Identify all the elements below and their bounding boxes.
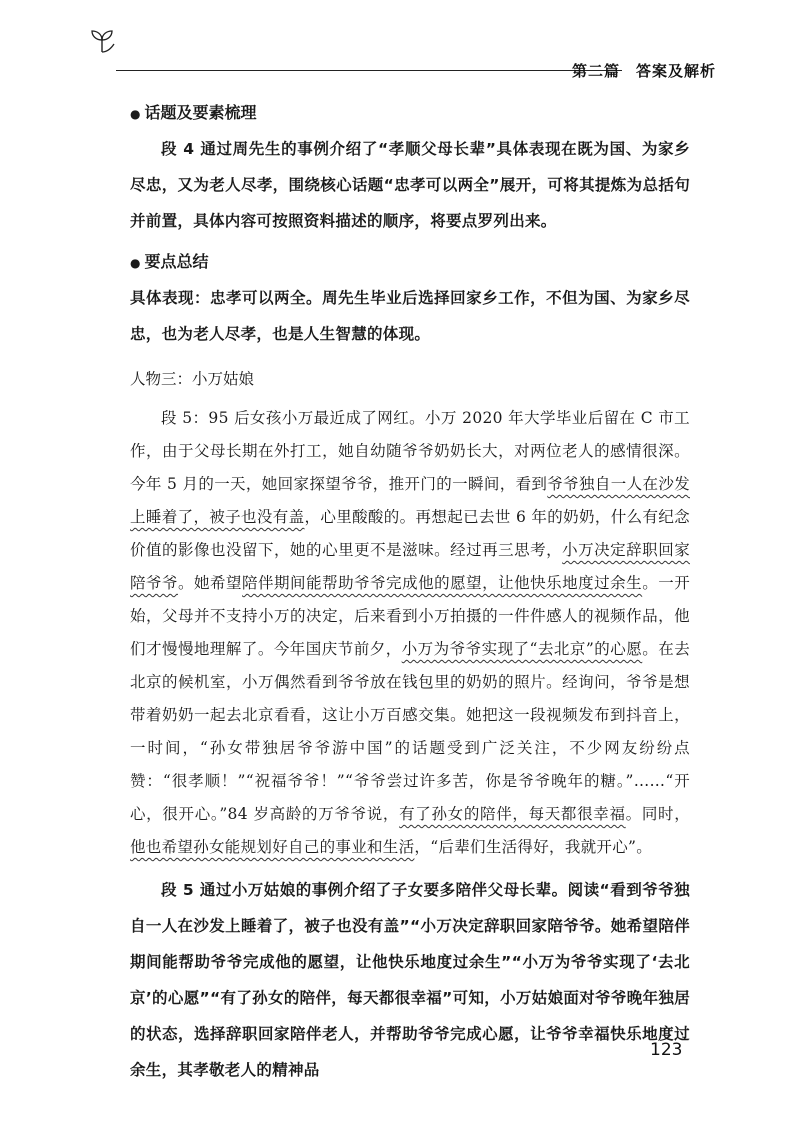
text-span: ，心里酸酸的。再想起已去世 6 年的奶奶，什么有纪念价值的影像也没留下，她的心里更不是滋味。经过再三思考， [130,508,690,559]
text-span: 段 5：95 后女孩小万最近成了网红。小万 2020 年大学毕业后留在 C 市工作，由于父母长期在外打工，她自幼随爷爷奶奶长大，对两位老人的感情很深。今年 5 月的一天，她回家探望爷爷，推开门的一瞬间，看到 [130,409,690,493]
text-span: 。她希望 [178,574,243,592]
underlined-phrase: 有了孙女的陪伴，每天都很幸福 [399,805,626,823]
sprout-icon [86,26,118,58]
analysis-paragraph: 段 5 通过小万姑娘的事例介绍了子女要多陪伴父母长辈。阅读“看到爷爷独自一人在沙发上睡着了，被子也没有盖”“小万决定辞职回家陪爷爷。她希望陪伴期间能帮助爷爷完成他的愿望，让他快乐地度过余生”“小万为爷爷实现了‘去北京’的心愿”“有了孙女的陪伴，每天都很幸福”可知，小万姑娘面对爷爷晚年独居的状态，选择辞职回家陪伴老人，并帮助爷爷完成心愿，让爷爷幸福快乐地度过余生，其孝敬老人的精神品 [130,881,690,1079]
text-span: 。在去北京的候机室，小万偶然看到爷爷放在钱包里的奶奶的照片。经询问，爷爷是想带着奶奶一起去北京看看，这让小万百感交集。她把这一段视频发布到抖音上，一时间，“孙女带独居爷爷游中国”的话题受到广泛关注，不少网友纷纷点赞：“很孝顺！”“祝福爷爷！”“爷爷尝过许多苦，你是爷爷晚年的糖。”……“开心，很开心。”84 岁高龄的万爷爷说， [130,640,690,823]
person-title: 人物三：小万姑娘 [130,370,255,388]
page-body [130,96,690,1088]
page-number: 123 [650,1040,683,1060]
bullet-icon: ● [130,256,141,270]
block-heading [130,245,690,280]
heading-text: 要点总结 [144,252,209,271]
underlined-phrase: 小万为爷爷实现了“去北京”的心愿 [401,640,643,658]
text-span: 。一开始，父母并不支持小万的决定，后来看到小万拍摄的一件件感人的视频作品，他们才慢慢地理解了。今年国庆节前夕， [130,574,690,658]
underlined-phrase: 他也希望孙女能规划好自己的事业和生活 [130,838,415,856]
heading-text: 话题及要素梳理 [144,103,257,122]
section-title: 第二篇 答案及解析 [571,62,716,80]
source-material [130,402,690,864]
header-rule [116,70,622,71]
summary-paragraph: 具体表现：忠孝可以两全。周先生毕业后选择回家乡工作，不但为国、为家乡尽忠，也为老人尽孝，也是人生智慧的体现。 [130,289,690,343]
analysis-paragraph: 段 4 通过周先生的事例介绍了“孝顺父母长辈”具体表现在既为国、为家乡尽忠，又为老人尽孝，围绕核心话题“忠孝可以两全”展开，可将其提炼为总括句并前置，具体内容可按照资料描述的顺序，将要点罗列出来。 [130,140,690,230]
text-span: 。同时， [625,805,690,823]
underlined-phrase: 小万决定辞职回家陪爷爷 [130,541,690,592]
bullet-icon: ● [130,107,141,121]
page-header [86,26,716,80]
block-heading [130,96,690,131]
text-span: ，“后辈们生活得好，我就开心”。 [414,838,653,856]
underlined-phrase: 陪伴期间能帮助爷爷完成他的愿望，让他快乐地度过余生 [242,574,643,592]
source-paragraph [130,402,690,864]
underlined-phrase: 爷爷独自一人在沙发上睡着了，被子也没有盖 [130,475,690,526]
